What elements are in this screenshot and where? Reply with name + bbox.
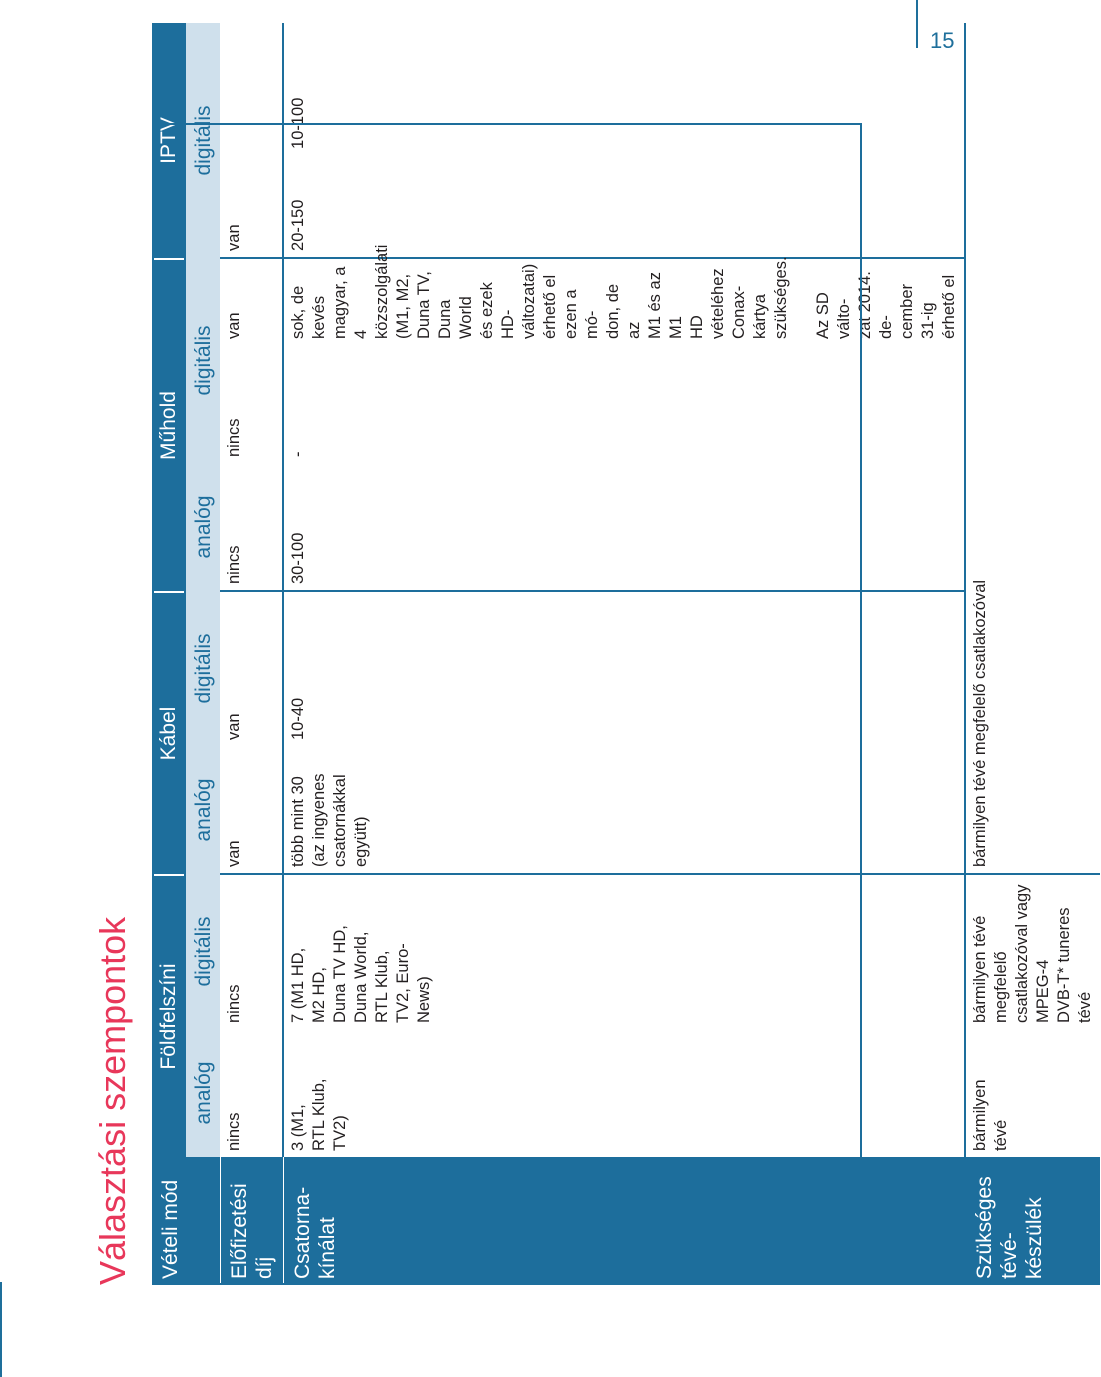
comparison-table [152, 23, 1101, 1285]
table-cell: 30-100 [289, 532, 307, 584]
sub-header-row [186, 23, 220, 1285]
sub-header: analóg [186, 1029, 220, 1157]
sub-header: analóg [186, 463, 220, 591]
table-cell: van [220, 746, 283, 874]
sub-header: digitális [186, 591, 220, 746]
satellite-sd-note: Az SD válto- zat 2014. de- cember 31-ig érhető el [814, 271, 958, 339]
table-cell: 10-100 [289, 97, 307, 149]
table-cell: több mint 30 (az ingyenes csatornákkal együtt) [289, 773, 370, 867]
table-cell: 7 (M1 HD, M2 HD, Duna TV HD, Duna World, RTL Klub, TV2, Euro- News) [283, 874, 965, 1029]
table-row-fee [220, 23, 283, 1285]
table-cell: nincs [220, 874, 283, 1029]
table-cell: 3 (M1, RTL Klub, TV2) [289, 1078, 349, 1151]
table-row-channels [283, 23, 965, 1285]
table-cell: van [220, 591, 283, 746]
margin-mark [0, 1282, 2, 1377]
table-cell: - [289, 451, 307, 457]
table-cell: nincs [220, 463, 283, 591]
row-label-channels: Csatorna-kínálat [283, 1157, 965, 1285]
group-header-cable: Kábel [152, 591, 186, 874]
sub-header: digitális [186, 874, 220, 1029]
table-cell [220, 23, 283, 155]
table-cell: van [220, 155, 283, 258]
sub-header: digitális [186, 23, 220, 258]
satellite-channel-text: sok, de kevés magyar, a 4 közszolgálati (M1, M2, Duna TV, Duna World és ezek HD- változatai) érhető el ezen a mó- don, de az M1 és az M1 HD vételéhez Conax-kártya szükséges. [289, 244, 790, 339]
table-cell: bármilyen tévé megfelelő csatlakozóval vagy MPEG-4 DVB-T* tuneres tévé [965, 874, 1100, 1029]
table-row-device [965, 23, 1100, 1285]
table-cell: nincs [220, 1029, 283, 1157]
table-cell: bármilyen tévé megfelelő csatlakozóval [965, 23, 1100, 874]
table-cell-satellite-digital [283, 244, 965, 345]
group-header-terrestrial: Földfelszíni [152, 874, 186, 1157]
group-header-satellite: Műhold [152, 258, 186, 591]
corner-label: Vételi mód [152, 1157, 220, 1285]
row-label-fee: Előfizetési díj [220, 1157, 283, 1285]
row-label-device: Szükséges tévé-készülék [965, 1157, 1100, 1285]
table-cell: 20-150 [289, 199, 307, 251]
page-title: Választási szempontok [92, 916, 133, 1285]
table-cell: van [220, 258, 283, 345]
sub-header: analóg [186, 746, 220, 874]
page-number: 15 [930, 28, 955, 53]
group-header-row [152, 23, 186, 1285]
sub-header: digitális [186, 258, 220, 463]
table-cell: 10-40 [283, 591, 965, 746]
table-cell: bármilyen tévé [965, 1029, 1100, 1157]
rotated-page-content [90, 70, 1094, 1285]
table-cell: nincs [220, 345, 283, 463]
group-header-iptv: IPTV [152, 23, 186, 258]
